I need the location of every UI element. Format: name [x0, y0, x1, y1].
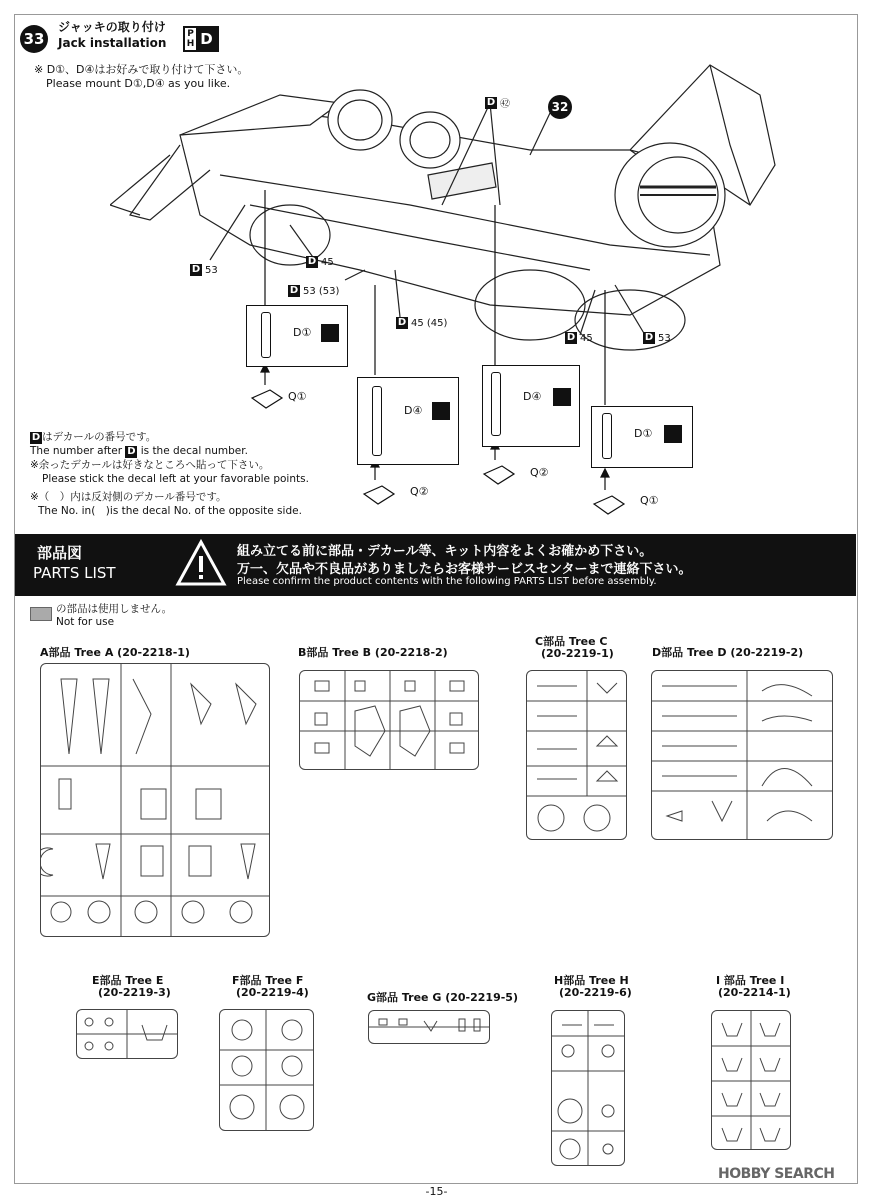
tree-e-sprue — [76, 1009, 178, 1059]
tree-g-parts — [369, 1011, 489, 1043]
warning-jp-2: 万一、欠品や不良品がありましたらお客様サービスセンターまで連絡下さい。 — [237, 562, 692, 577]
tree-e-title: E部品 Tree E — [92, 974, 164, 987]
jack-pin — [261, 312, 271, 358]
decal-notes: D はデカールの番号です。 The number after D is the decal number. ※余ったデカールは好きなところへ貼って下さい。 Please stick the decal left at your favorable points. ※（ ）内は反対側のデカール番号です。 The No. in( )is the decal No. of the opposite side. — [30, 431, 309, 517]
parts-list-title-jp: 部品図 — [37, 544, 83, 562]
tree-c-title: C部品 Tree C — [535, 635, 608, 648]
jack-part-label: D① — [293, 326, 312, 339]
jack-base-label: Q① — [640, 494, 659, 507]
tree-f-sprue — [219, 1009, 314, 1131]
tree-e-parts — [77, 1010, 177, 1058]
tree-h-code: (20-2219-6) — [559, 986, 632, 999]
tree-f-parts — [220, 1010, 313, 1130]
warning-icon — [175, 538, 227, 588]
jack-part-label: D④ — [523, 390, 542, 403]
not-used-legend: の部品は使用しません。 Not for use — [56, 603, 173, 628]
decal-icon — [321, 324, 339, 342]
tree-f-title: F部品 Tree F — [232, 974, 304, 987]
tree-f-code: (20-2219-4) — [236, 986, 309, 999]
decal-callout-45-45: D 45 (45) — [397, 317, 448, 329]
tree-b-title: B部品 Tree B (20-2218-2) — [298, 646, 448, 659]
jack-part-label: D① — [634, 427, 653, 440]
step-title-en: Jack installation — [58, 36, 167, 50]
decal-callout-53b: D 53 — [644, 332, 671, 344]
ref-step-32: 32 — [548, 95, 572, 119]
jack-part-label: D④ — [404, 404, 423, 417]
tree-i-title: I 部品 Tree I — [716, 974, 785, 987]
tree-g-sprue — [368, 1010, 490, 1044]
pd-badge-d: D — [196, 28, 217, 50]
tree-a-parts — [41, 664, 269, 936]
jack-box-1 — [246, 305, 348, 367]
tree-e-code: (20-2219-3) — [98, 986, 171, 999]
jack-base-label: Q① — [288, 390, 307, 403]
tree-h-parts — [552, 1011, 624, 1165]
decal-callout-45: D 45 — [307, 256, 334, 268]
tree-c-code: (20-2219-1) — [541, 647, 614, 660]
page-number: -15- — [425, 1185, 448, 1198]
parts-list-title-en: PARTS LIST — [33, 564, 116, 582]
tree-c-parts — [527, 671, 626, 839]
decal-callout-45b: D 45 — [566, 332, 593, 344]
watermark: HOBBY SEARCH — [718, 1166, 835, 1182]
tree-h-title: H部品 Tree H — [554, 974, 629, 987]
tree-a-title: A部品 Tree A (20-2218-1) — [40, 646, 190, 659]
tree-i-parts — [712, 1011, 790, 1149]
tree-c-sprue — [526, 670, 627, 840]
tree-b-parts — [300, 671, 478, 769]
tree-i-sprue — [711, 1010, 791, 1150]
tree-d-parts — [652, 671, 832, 839]
parts-list-banner — [15, 534, 856, 596]
tree-i-code: (20-2214-1) — [718, 986, 791, 999]
step-number: 33 — [20, 25, 48, 53]
warning-en: Please confirm the product contents with the following PARTS LIST before assembly. — [237, 576, 657, 587]
tree-g-title: G部品 Tree G (20-2219-5) — [367, 991, 518, 1004]
jack-base-label: Q② — [530, 466, 549, 479]
warning-jp-1: 組み立てる前に部品・デカール等、キット内容をよくお確かめ下さい。 — [237, 544, 653, 559]
tree-b-sprue — [299, 670, 479, 770]
decal-callout-42: D ㊷ — [486, 96, 510, 110]
step-note-jp: ※ D①、D④はお好みで取り付けて下さい。 — [34, 63, 249, 76]
tree-d-sprue — [651, 670, 833, 840]
tree-a-sprue — [40, 663, 270, 937]
pd-badge-ph: P H — [186, 29, 195, 49]
tree-h-sprue — [551, 1010, 625, 1166]
jack-base-label: Q② — [410, 485, 429, 498]
not-used-swatch — [30, 607, 52, 621]
step-title-jp: ジャッキの取り付け — [58, 20, 166, 34]
tree-d-title: D部品 Tree D (20-2219-2) — [652, 646, 804, 659]
decal-callout-53-53: D 53 (53) — [289, 285, 340, 297]
decal-callout-53: D 53 — [191, 264, 218, 276]
step-note-en: Please mount D①,D④ as you like. — [46, 77, 231, 90]
